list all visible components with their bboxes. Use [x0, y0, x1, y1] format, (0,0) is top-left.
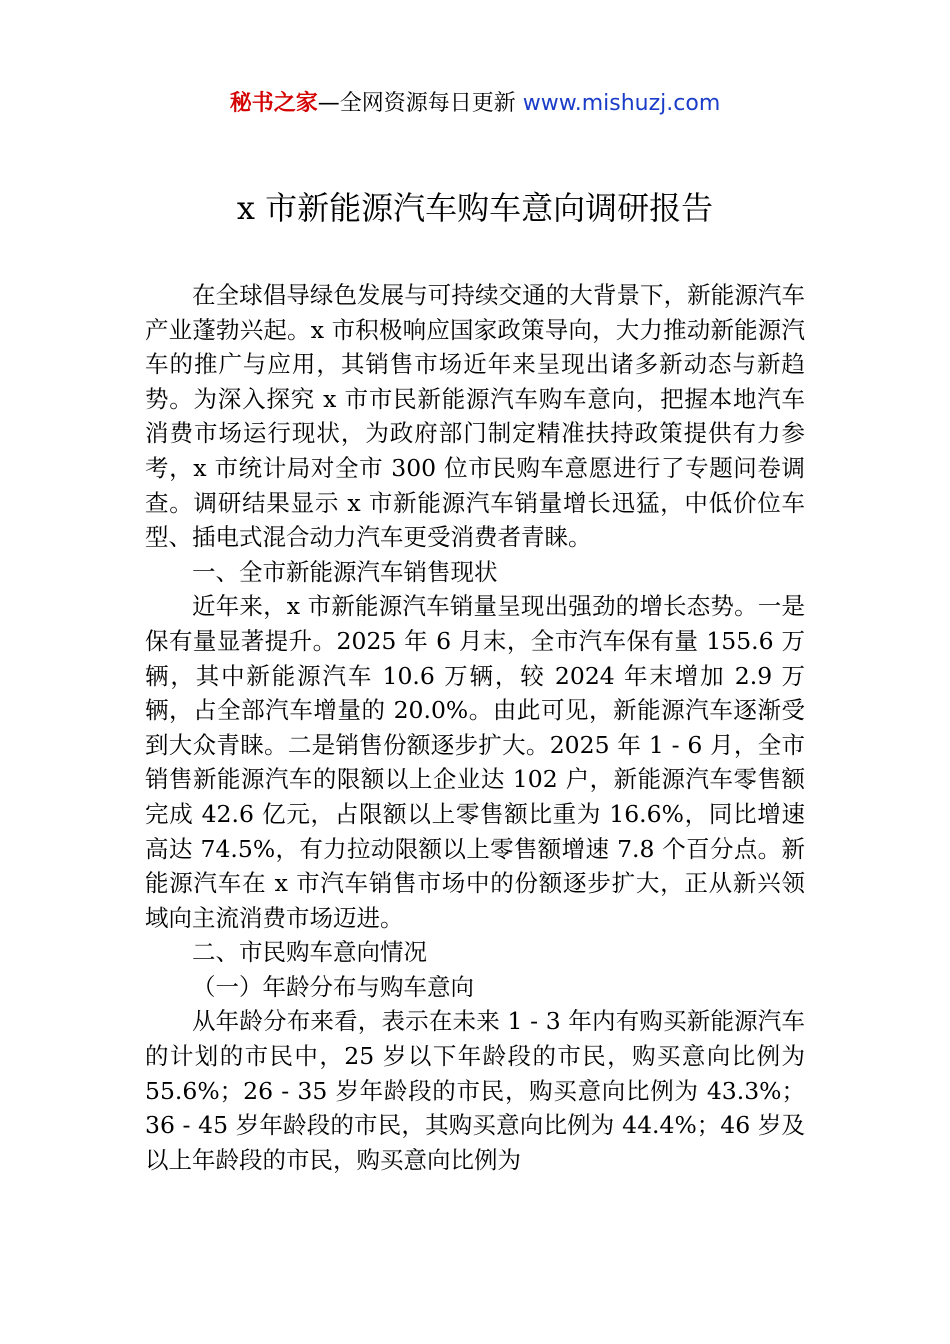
site-url-link[interactable]: www.mishuzj.com: [522, 91, 721, 116]
age-distribution-paragraph: 从年龄分布来看，表示在未来 1 - 3 年内有购买新能源汽车的计划的市民中，25 岁以下年龄段的市民，购买意向比例为 55.6%；26 - 35 岁年龄段的市民，购买意向比例为 43.3%；36 - 45 岁年龄段的市民，其购买意向比例为 44.4%；46 岁及以上年龄段的市民，购买意向比例为: [145, 1007, 805, 1174]
site-tagline: —全网资源每日更新: [317, 91, 523, 116]
section-heading-2: 二、市民购车意向情况: [192, 938, 427, 967]
site-header: [0, 88, 950, 120]
site-brand: 秘书之家: [229, 91, 318, 116]
subsection-heading-1: （一）年龄分布与购车意向: [192, 972, 474, 1001]
intro-paragraph: 在全球倡导绿色发展与可持续交通的大背景下，新能源汽车产业蓬勃兴起。x 市积极响应国家政策导向，大力推动新能源汽车的推广与应用，其销售市场近年来呈现出诸多新动态与新趋势。为深入探究 x 市市民新能源汽车购车意向，把握本地汽车消费市场运行现状，为政府部门制定精准扶持政策提供有力参考，x 市统计局对全市 300 位市民购车意愿进行了专题问卷调查。调研结果显示 x 市新能源汽车销量增长迅猛，中低价位车型、插电式混合动力汽车更受消费者青睐。: [145, 281, 805, 552]
section-heading-1: 一、全市新能源汽车销售现状: [192, 557, 498, 586]
document-title: x 市新能源汽车购车意向调研报告: [236, 189, 714, 227]
document-body: [145, 278, 805, 1177]
sales-status-paragraph: 近年来，x 市新能源汽车销量呈现出强劲的增长态势。一是保有量显著提升。2025 年 6 月末，全市汽车保有量 155.6 万辆，其中新能源汽车 10.6 万辆，较 2024 年末增加 2.9 万辆，占全部汽车增量的 20.0%。由此可见，新能源汽车逐渐受到大众青睐。二是销售份额逐步扩大。2025 年 1 - 6 月，全市销售新能源汽车的限额以上企业达 102 户，新能源汽车零售额完成 42.6 亿元，占限额以上零售额比重为 16.6%，同比增速高达 74.5%，有力拉动限额以上零售额增速 7.8 个百分点。新能源汽车在 x 市汽车销售市场中的份额逐步扩大，正从新兴领域向主流消费市场迈进。: [145, 592, 805, 932]
